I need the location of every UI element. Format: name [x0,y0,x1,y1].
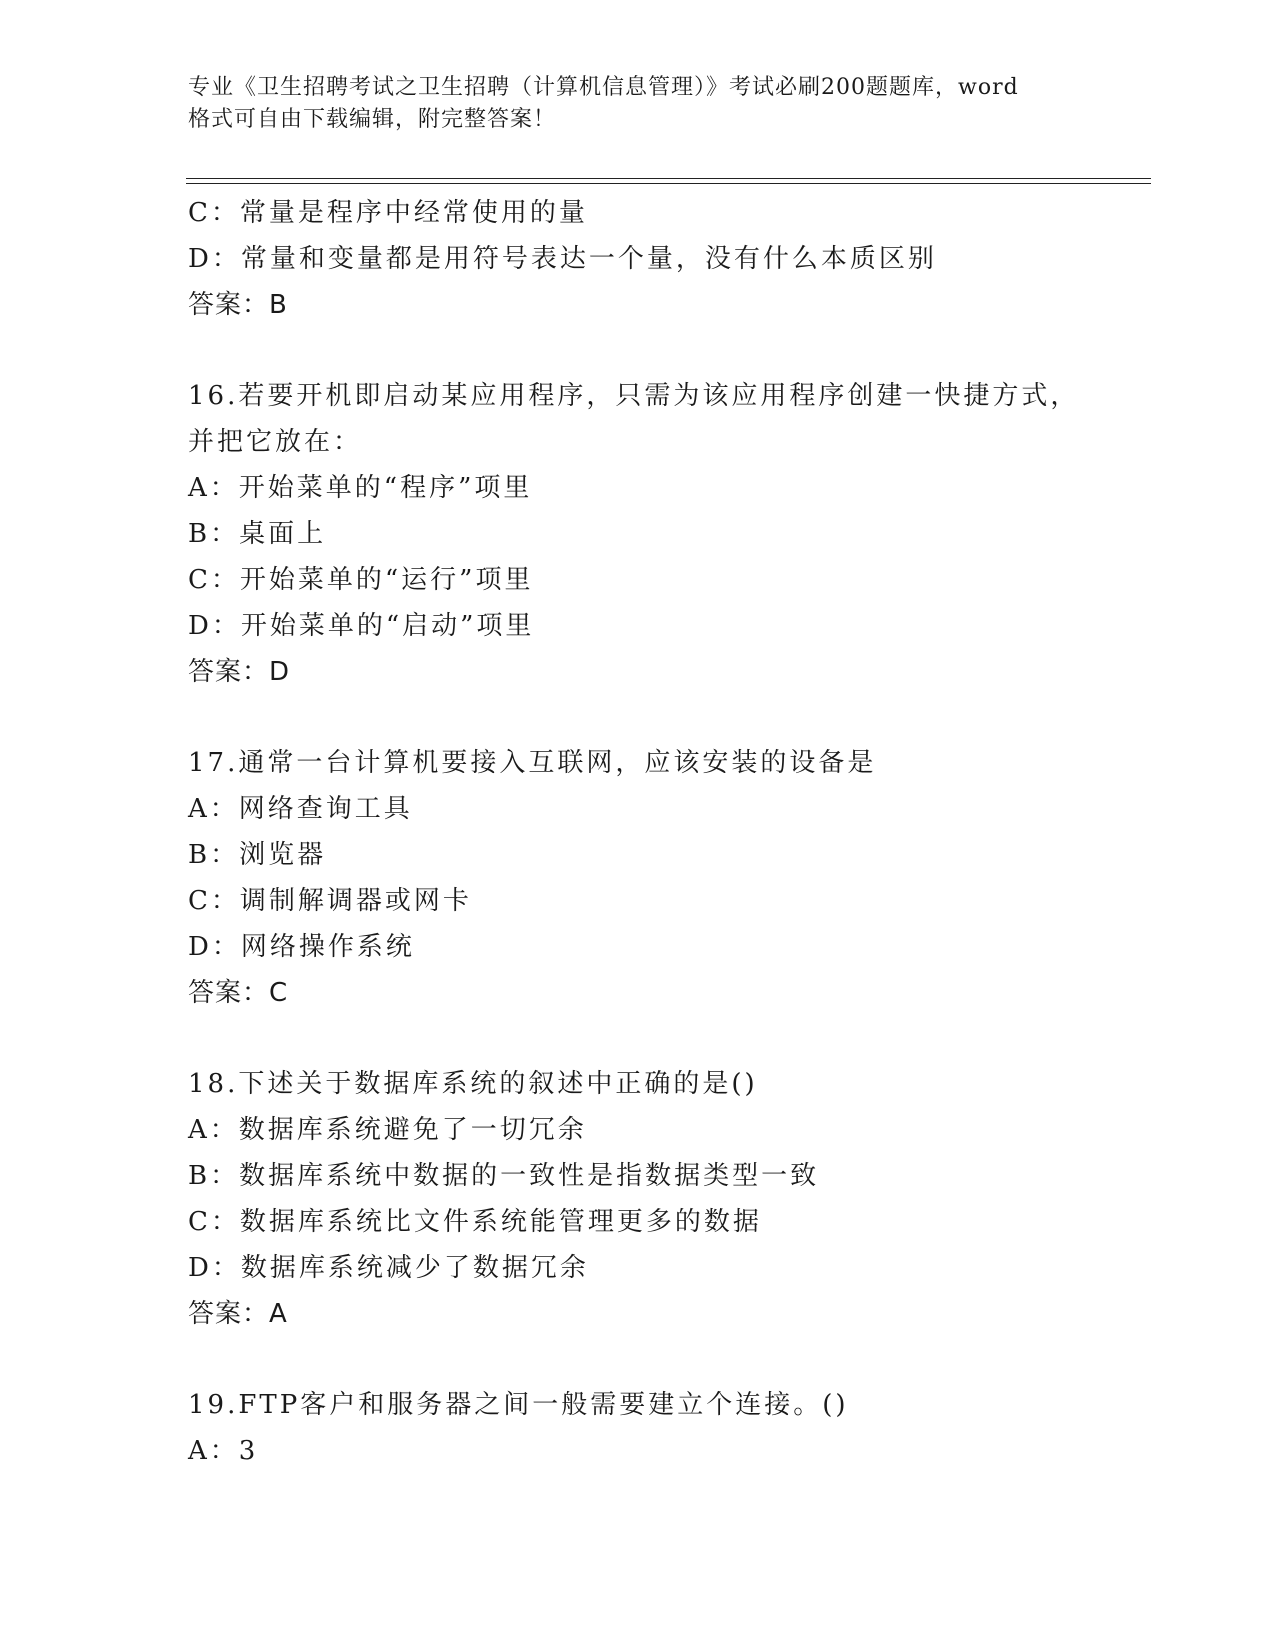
header-divider-bottom [186,183,1151,184]
header-line-2: 格式可自由下载编辑，附完整答案！ [188,107,557,132]
header-line-1: 专业《卫生招聘考试之卫生招聘（计算机信息管理）》考试必刷200题题库，word [188,75,1019,100]
question-stem-continued: 并把它放在： [188,427,363,457]
answer-line: 答案：D [188,657,291,687]
question-stem: 19.FTP客户和服务器之间一般需要建立个连接。() [188,1390,849,1420]
option-d: D：数据库系统减少了数据冗余 [188,1253,589,1283]
spacer [188,1337,1148,1382]
option-c: C：调制解调器或网卡 [188,886,472,916]
spacer [188,328,1148,373]
option-b: B：浏览器 [188,840,327,870]
option-c: C：常量是程序中经常使用的量 [188,198,588,228]
option-c: C：开始菜单的“运行”项里 [188,565,534,595]
option-a: A：网络查询工具 [188,794,413,824]
option-b: B：数据库系统中数据的一致性是指数据类型一致 [188,1161,820,1191]
question-17 [188,740,1148,1016]
question-15-tail [188,190,1148,328]
question-stem: 17.通常一台计算机要接入互联网，应该安装的设备是 [188,748,877,778]
option-a: A：数据库系统避免了一切冗余 [188,1115,587,1145]
option-d: D：开始菜单的“启动”项里 [188,611,535,641]
question-18 [188,1061,1148,1337]
spacer [188,695,1148,740]
document-header [188,72,1088,136]
answer-line: 答案：B [188,290,288,320]
question-stem: 18.下述关于数据库系统的叙述中正确的是() [188,1069,758,1099]
question-stem: 16.若要开机即启动某应用程序，只需为该应用程序创建一快捷方式， [188,381,1080,411]
answer-line: 答案：A [188,1299,288,1329]
question-list [188,190,1148,1474]
question-16 [188,373,1148,695]
header-divider-top [186,178,1151,179]
question-19 [188,1382,1148,1474]
option-d: D：网络操作系统 [188,932,415,962]
option-a: A：3 [188,1436,259,1466]
option-b: B：桌面上 [188,519,327,549]
option-d: D：常量和变量都是用符号表达一个量，没有什么本质区别 [188,244,937,274]
option-a: A：开始菜单的“程序”项里 [188,473,533,503]
answer-line: 答案：C [188,978,289,1008]
spacer [188,1016,1148,1061]
option-c: C：数据库系统比文件系统能管理更多的数据 [188,1207,762,1237]
